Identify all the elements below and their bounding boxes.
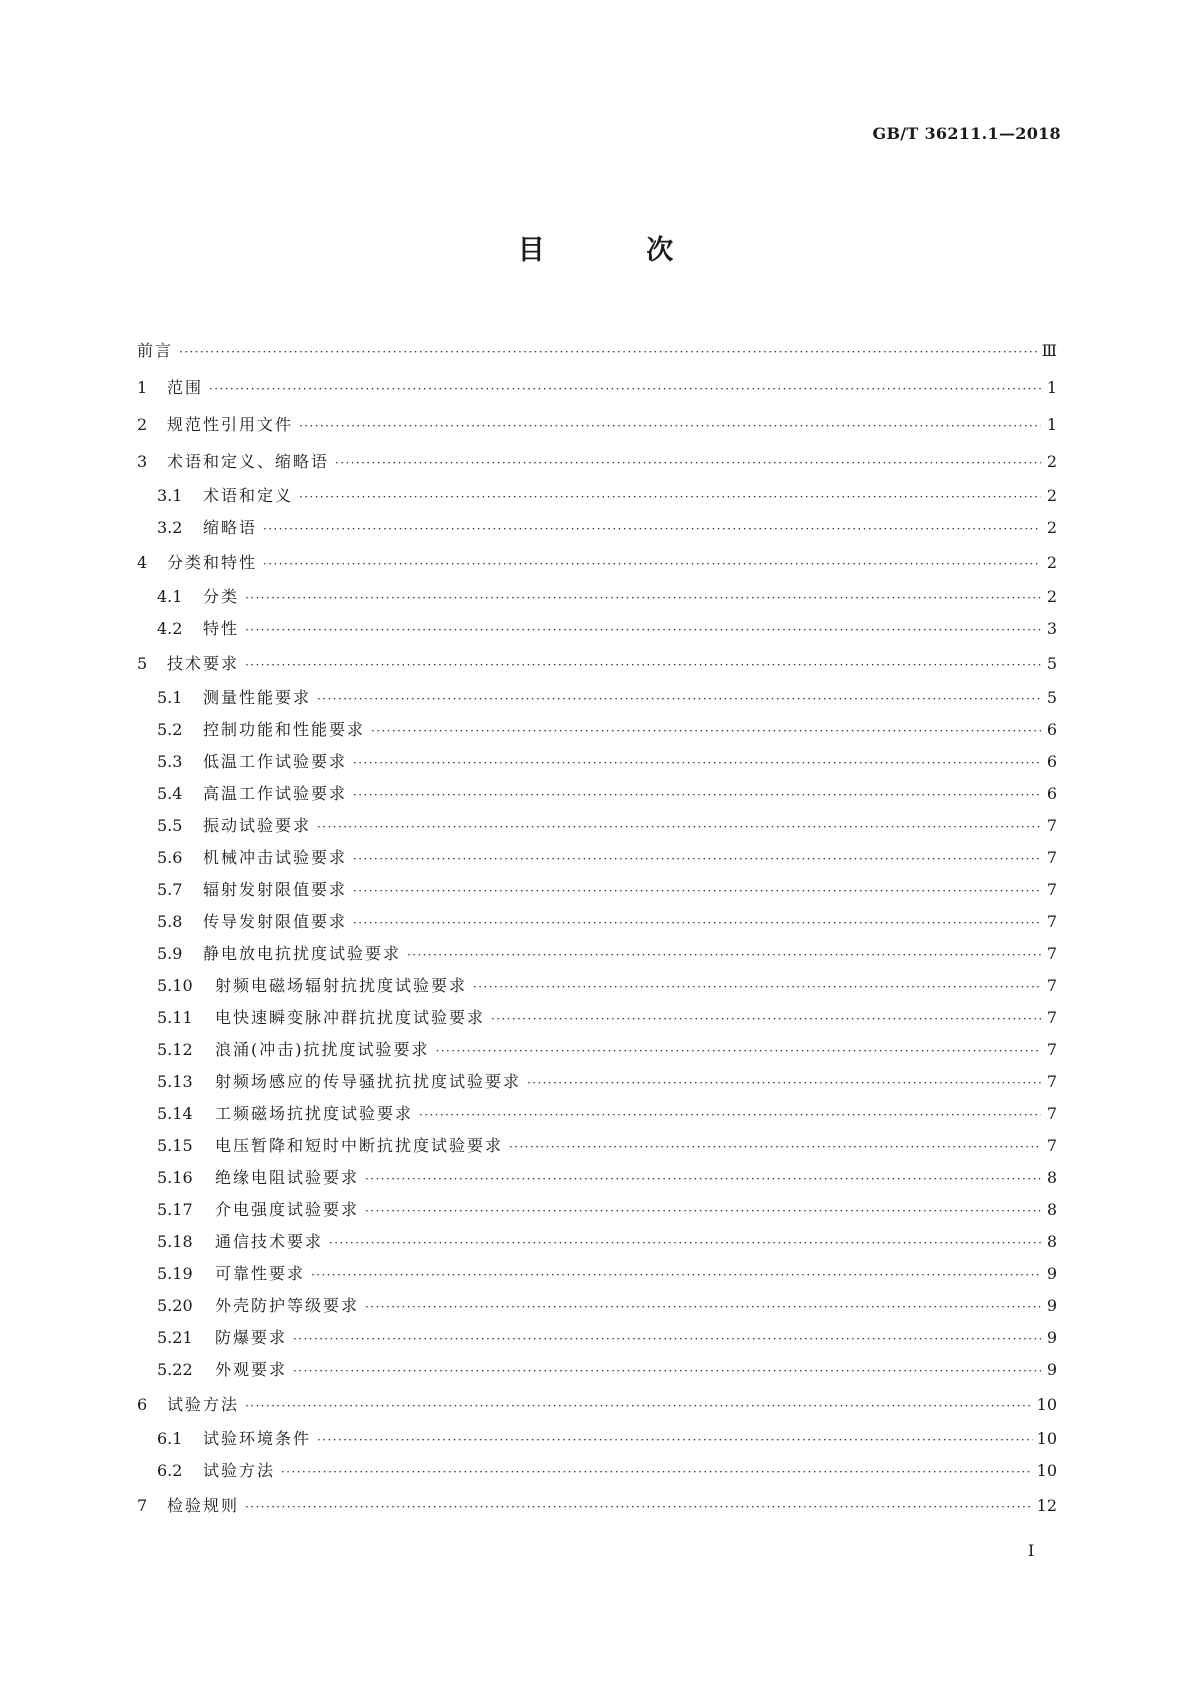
- toc-entry-number: 5.6: [157, 848, 183, 867]
- toc-entry[interactable]: [137, 746, 1057, 778]
- toc-entry-number: 5.22: [157, 1360, 193, 1379]
- toc-leader-dots: [209, 371, 1041, 408]
- toc-entry-page: 10: [1036, 1395, 1057, 1414]
- toc-leader-dots: [353, 907, 1041, 939]
- toc-entry-number: 3: [137, 452, 148, 471]
- toc-entry[interactable]: [137, 714, 1057, 746]
- toc-entry-page: 7: [1046, 1040, 1057, 1059]
- toc-entry-page: 7: [1046, 1008, 1057, 1027]
- toc-entry-page: 7: [1046, 976, 1057, 995]
- toc-entry-page: 6: [1046, 784, 1057, 803]
- toc-leader-dots: [365, 1291, 1041, 1323]
- toc-entry-page: 1: [1046, 415, 1057, 434]
- toc-entry[interactable]: [137, 480, 1057, 512]
- page-number: I: [1028, 1541, 1035, 1560]
- toc-entry-page: 5: [1046, 654, 1057, 673]
- toc-entry[interactable]: [137, 778, 1057, 810]
- toc-entry-number: 5.17: [157, 1200, 193, 1219]
- toc-leader-dots: [263, 546, 1041, 583]
- toc-entry-page: 1: [1046, 378, 1057, 397]
- toc-entry-title: 静电放电抗扰度试验要求: [203, 944, 402, 963]
- toc-entry-number: 5.15: [157, 1136, 193, 1155]
- toc-entry-number: 5.4: [157, 784, 183, 803]
- toc-leader-dots: [371, 715, 1041, 747]
- toc-entry-page: 2: [1046, 452, 1057, 471]
- toc-entry-number: 2: [137, 415, 148, 434]
- toc-leader-dots: [245, 614, 1041, 646]
- toc-entry-number: 5.3: [157, 752, 183, 771]
- toc-entry-title: 机械冲击试验要求: [203, 848, 348, 867]
- toc-leader-dots: [281, 1456, 1033, 1488]
- toc-entry-number: 3.2: [157, 518, 183, 537]
- standard-code: GB/T 36211.1—2018: [872, 124, 1061, 143]
- toc-entry-number: 3.1: [157, 486, 183, 505]
- toc-entry-page: 9: [1046, 1328, 1057, 1347]
- toc-entry-page: 7: [1046, 944, 1057, 963]
- toc-leader-dots: [245, 582, 1041, 614]
- toc-leader-dots: [245, 1388, 1033, 1425]
- toc-entry-title: 射频场感应的传导骚扰抗扰度试验要求: [215, 1072, 522, 1091]
- toc-entry-page: 7: [1046, 848, 1057, 867]
- toc-entry-title: 范围: [167, 378, 204, 397]
- toc-leader-dots: [179, 334, 1038, 371]
- toc-entry-title: 工频磁场抗扰度试验要求: [215, 1104, 414, 1123]
- toc-entry[interactable]: [137, 938, 1057, 970]
- table-of-contents: [137, 332, 1057, 1524]
- toc-entry-number: 5.12: [157, 1040, 193, 1059]
- toc-entry-number: 5.8: [157, 912, 183, 931]
- toc-entry-title: 可靠性要求: [215, 1264, 306, 1283]
- toc-entry-page: 9: [1046, 1360, 1057, 1379]
- toc-entry-page: 3: [1046, 619, 1057, 638]
- toc-entry-number: 6.2: [157, 1461, 183, 1480]
- toc-entry-number: 5.2: [157, 720, 183, 739]
- toc-leader-dots: [263, 513, 1041, 545]
- toc-entry-page: 6: [1046, 752, 1057, 771]
- toc-entry[interactable]: [137, 645, 1057, 682]
- toc-entry-number: 6: [137, 1395, 148, 1414]
- toc-entry-page: 2: [1046, 518, 1057, 537]
- toc-leader-dots: [353, 747, 1041, 779]
- toc-entry-number: 5.16: [157, 1168, 193, 1187]
- toc-entry[interactable]: [137, 1290, 1057, 1322]
- toc-entry[interactable]: [137, 1455, 1057, 1487]
- toc-entry[interactable]: [137, 1423, 1057, 1455]
- toc-entry[interactable]: [137, 613, 1057, 645]
- toc-entry-title: 防爆要求: [215, 1328, 288, 1347]
- toc-entry-title: 缩略语: [203, 518, 258, 537]
- toc-entry-page: 8: [1046, 1200, 1057, 1219]
- page-title: 目 次: [517, 235, 720, 266]
- toc-leader-dots: [299, 481, 1041, 513]
- toc-entry-title: 浪涌(冲击)抗扰度试验要求: [215, 1040, 430, 1059]
- toc-entry-title: 试验方法: [203, 1461, 276, 1480]
- toc-entry[interactable]: [137, 810, 1057, 842]
- toc-leader-dots: [353, 779, 1041, 811]
- toc-entry-title: 术语和定义、缩略语: [167, 452, 330, 471]
- toc-entry-number: 6.1: [157, 1429, 183, 1448]
- toc-entry[interactable]: [137, 369, 1057, 406]
- toc-entry-title: 术语和定义: [203, 486, 294, 505]
- toc-entry[interactable]: [137, 406, 1057, 443]
- toc-entry[interactable]: [137, 1194, 1057, 1226]
- toc-leader-dots: [353, 843, 1041, 875]
- toc-entry-title: 振动试验要求: [203, 816, 312, 835]
- toc-entry-title: 通信技术要求: [215, 1232, 324, 1251]
- toc-entry-title: 技术要求: [167, 654, 240, 673]
- toc-entry-title: 外观要求: [215, 1360, 288, 1379]
- toc-entry-number: 5.20: [157, 1296, 193, 1315]
- toc-entry-number: 5: [137, 654, 148, 673]
- toc-entry-number: 5.10: [157, 976, 193, 995]
- toc-entry-title: 检验规则: [167, 1496, 240, 1515]
- toc-entry-number: 4: [137, 553, 148, 572]
- toc-entry[interactable]: [137, 1162, 1057, 1194]
- toc-entry[interactable]: [137, 1130, 1057, 1162]
- toc-entry-page: 9: [1046, 1296, 1057, 1315]
- toc-entry-title: 电快速瞬变脉冲群抗扰度试验要求: [215, 1008, 486, 1027]
- toc-entry-number: 5.18: [157, 1232, 193, 1251]
- toc-entry-title: 低温工作试验要求: [203, 752, 348, 771]
- toc-entry-title: 电压暂降和短时中断抗扰度试验要求: [215, 1136, 504, 1155]
- toc-entry-title: 测量性能要求: [203, 688, 312, 707]
- toc-entry-page: 5: [1046, 688, 1057, 707]
- toc-leader-dots: [299, 408, 1041, 445]
- toc-entry-title: 介电强度试验要求: [215, 1200, 360, 1219]
- toc-entry[interactable]: [137, 682, 1057, 714]
- toc-entry-number: 5.5: [157, 816, 183, 835]
- toc-entry-page: 2: [1046, 587, 1057, 606]
- toc-entry-number: 7: [137, 1496, 148, 1515]
- toc-entry-page: 7: [1046, 1072, 1057, 1091]
- toc-entry[interactable]: [137, 1002, 1057, 1034]
- toc-entry-page: 7: [1046, 1104, 1057, 1123]
- toc-leader-dots: [293, 1355, 1041, 1387]
- toc-entry-title: 传导发射限值要求: [203, 912, 348, 931]
- toc-entry[interactable]: [137, 1258, 1057, 1290]
- toc-entry-number: 5.9: [157, 944, 183, 963]
- toc-entry-page: 9: [1046, 1264, 1057, 1283]
- toc-entry-number: 5.11: [157, 1008, 193, 1027]
- toc-entry-page: Ⅲ: [1041, 341, 1057, 360]
- toc-entry-number: 4.2: [157, 619, 183, 638]
- toc-leader-dots: [419, 1099, 1041, 1131]
- toc-entry-page: 2: [1046, 553, 1057, 572]
- toc-leader-dots: [407, 939, 1041, 971]
- toc-leader-dots: [317, 683, 1041, 715]
- toc-entry-number: 1: [137, 378, 148, 397]
- toc-entry[interactable]: [137, 1322, 1057, 1354]
- toc-leader-dots: [335, 445, 1041, 482]
- toc-entry[interactable]: [137, 874, 1057, 906]
- toc-leader-dots: [311, 1259, 1041, 1291]
- toc-leader-dots: [329, 1227, 1041, 1259]
- toc-entry-title: 射频电磁场辐射抗扰度试验要求: [215, 976, 468, 995]
- toc-entry-title: 前言: [137, 341, 174, 360]
- toc-entry-title: 外壳防护等级要求: [215, 1296, 360, 1315]
- toc-leader-dots: [509, 1131, 1041, 1163]
- toc-entry-page: 8: [1046, 1232, 1057, 1251]
- toc-entry-page: 7: [1046, 1136, 1057, 1155]
- toc-entry[interactable]: [137, 581, 1057, 613]
- toc-entry-page: 8: [1046, 1168, 1057, 1187]
- toc-entry[interactable]: [137, 1098, 1057, 1130]
- toc-entry-number: 5.13: [157, 1072, 193, 1091]
- toc-entry-page: 10: [1036, 1461, 1057, 1480]
- toc-entry[interactable]: [137, 1487, 1057, 1524]
- toc-entry-page: 10: [1036, 1429, 1057, 1448]
- toc-leader-dots: [317, 1424, 1033, 1456]
- toc-entry[interactable]: [137, 970, 1057, 1002]
- toc-entry-title: 辐射发射限值要求: [203, 880, 348, 899]
- toc-entry[interactable]: [137, 1066, 1057, 1098]
- toc-entry[interactable]: [137, 544, 1057, 581]
- toc-leader-dots: [293, 1323, 1041, 1355]
- toc-entry-page: 7: [1046, 880, 1057, 899]
- toc-entry-page: 6: [1046, 720, 1057, 739]
- toc-leader-dots: [245, 1489, 1033, 1526]
- toc-entry-page: 7: [1046, 816, 1057, 835]
- toc-leader-dots: [245, 647, 1041, 684]
- toc-entry-title: 绝缘电阻试验要求: [215, 1168, 360, 1187]
- toc-leader-dots: [365, 1163, 1041, 1195]
- toc-entry-title: 特性: [203, 619, 240, 638]
- toc-entry[interactable]: [137, 332, 1057, 369]
- toc-leader-dots: [436, 1035, 1042, 1067]
- toc-entry[interactable]: [137, 1386, 1057, 1423]
- toc-leader-dots: [317, 811, 1041, 843]
- toc-entry-page: 7: [1046, 912, 1057, 931]
- toc-entry-title: 试验方法: [167, 1395, 240, 1414]
- toc-entry[interactable]: [137, 1354, 1057, 1386]
- toc-entry-page: 12: [1036, 1496, 1057, 1515]
- toc-leader-dots: [491, 1003, 1041, 1035]
- toc-entry-number: 5.1: [157, 688, 183, 707]
- toc-entry-number: 5.14: [157, 1104, 193, 1123]
- toc-entry-title: 分类: [203, 587, 240, 606]
- toc-entry-number: 4.1: [157, 587, 183, 606]
- toc-entry-title: 试验环境条件: [203, 1429, 312, 1448]
- toc-entry-number: 5.21: [157, 1328, 193, 1347]
- toc-entry[interactable]: [137, 842, 1057, 874]
- toc-entry-title: 控制功能和性能要求: [203, 720, 366, 739]
- toc-entry[interactable]: [137, 1034, 1057, 1066]
- toc-leader-dots: [365, 1195, 1041, 1227]
- toc-entry-page: 2: [1046, 486, 1057, 505]
- toc-entry-title: 高温工作试验要求: [203, 784, 348, 803]
- toc-leader-dots: [353, 875, 1041, 907]
- toc-entry-number: 5.7: [157, 880, 183, 899]
- toc-entry[interactable]: [137, 443, 1057, 480]
- toc-entry-number: 5.19: [157, 1264, 193, 1283]
- toc-entry-title: 分类和特性: [167, 553, 258, 572]
- toc-entry-title: 规范性引用文件: [167, 415, 294, 434]
- toc-entry[interactable]: [137, 512, 1057, 544]
- toc-leader-dots: [527, 1067, 1041, 1099]
- toc-entry[interactable]: [137, 1226, 1057, 1258]
- toc-leader-dots: [473, 971, 1041, 1003]
- toc-entry[interactable]: [137, 906, 1057, 938]
